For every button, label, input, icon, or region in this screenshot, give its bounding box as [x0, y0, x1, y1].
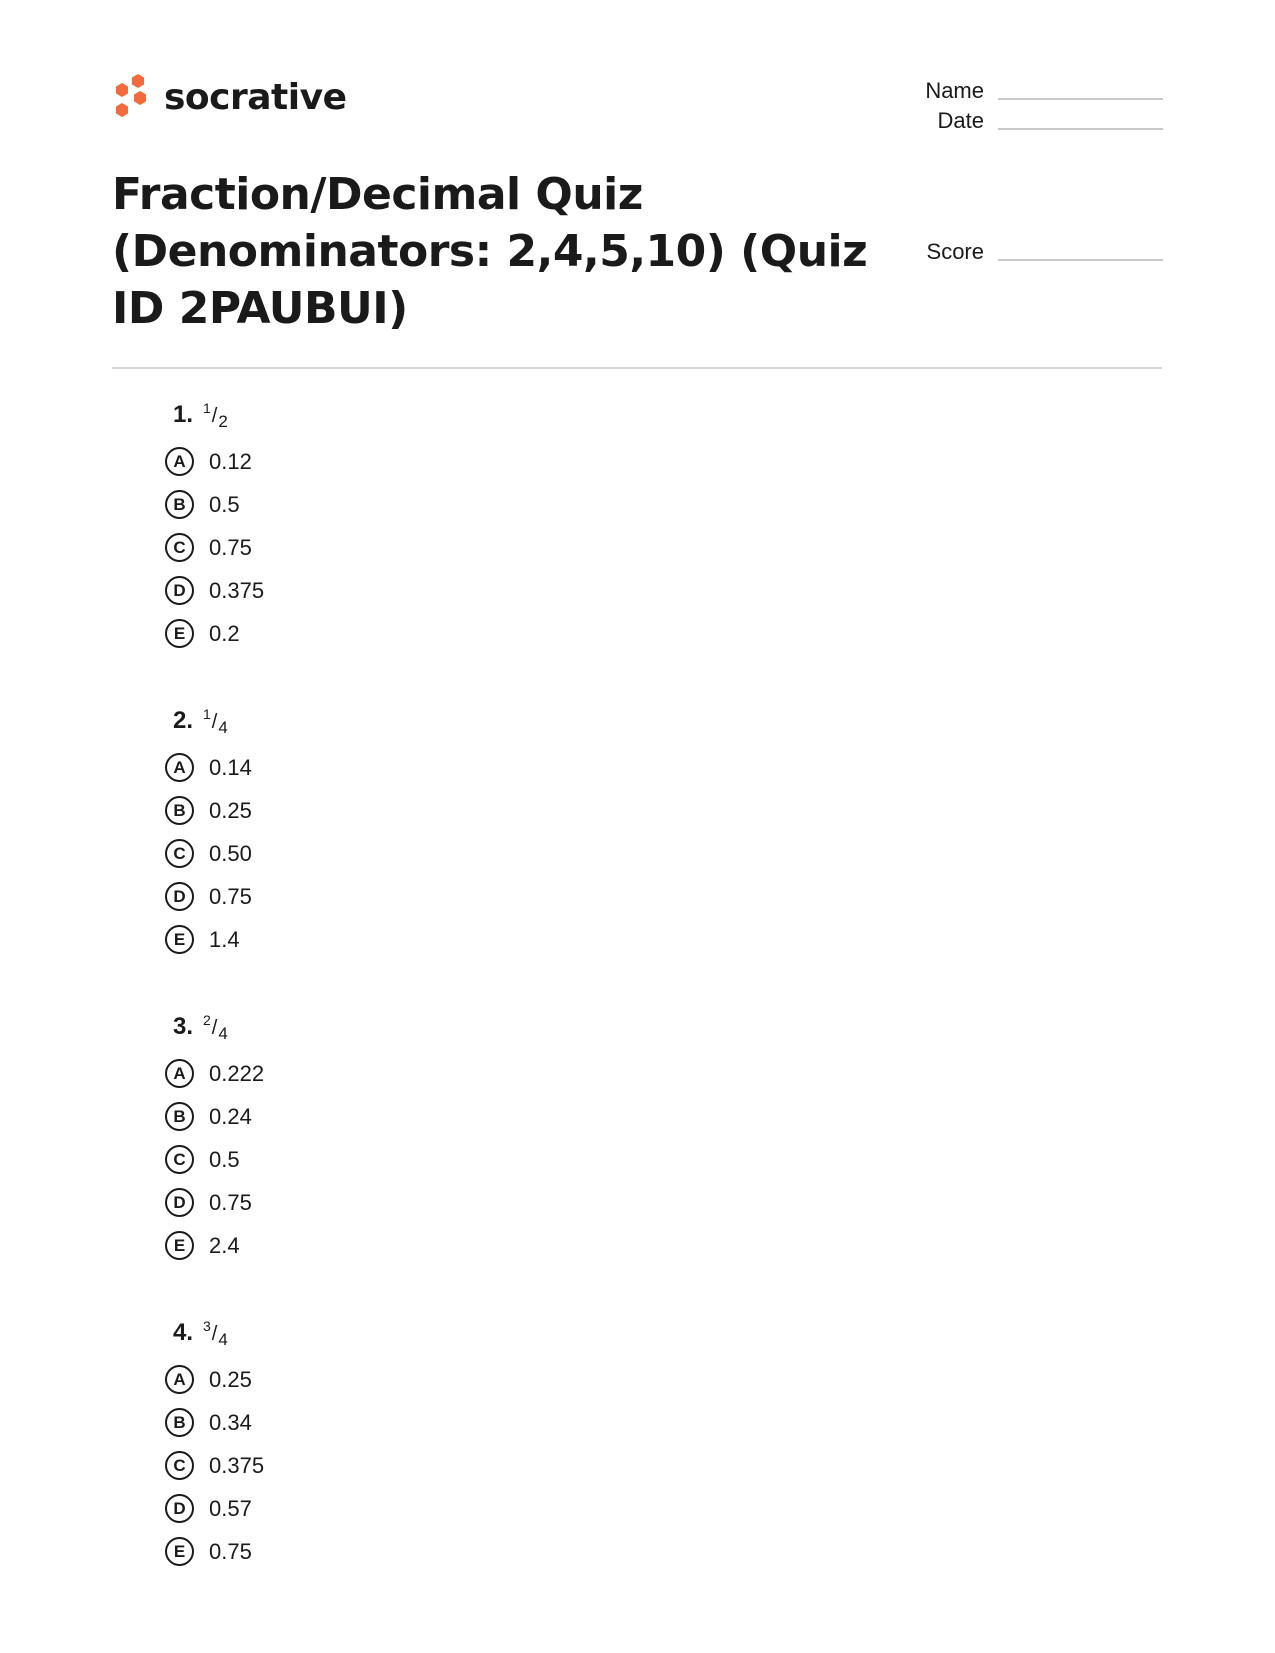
option-letter-badge[interactable]: C — [165, 1145, 194, 1174]
option-text: 0.34 — [209, 1409, 252, 1435]
fraction-numerator: 1 — [203, 400, 211, 416]
answer-option[interactable] — [165, 875, 565, 918]
option-text: 0.12 — [209, 448, 252, 474]
score-line — [998, 259, 1163, 261]
answer-option[interactable] — [165, 1401, 565, 1444]
fraction-numerator: 2 — [203, 1012, 211, 1028]
brand-logo — [112, 72, 346, 124]
answer-option[interactable] — [165, 1138, 565, 1181]
option-text: 0.14 — [209, 754, 252, 780]
score-field — [888, 241, 1163, 263]
option-text: 0.25 — [209, 797, 252, 823]
option-letter-badge[interactable]: B — [165, 1102, 194, 1131]
option-text: 0.75 — [209, 883, 252, 909]
option-letter-badge[interactable]: A — [165, 753, 194, 782]
answer-option[interactable] — [165, 1095, 565, 1138]
question-number: 4. — [172, 1319, 193, 1346]
option-letter-badge[interactable]: B — [165, 1408, 194, 1437]
option-letter-badge[interactable]: D — [165, 1494, 194, 1523]
answer-option[interactable] — [165, 789, 565, 832]
option-text: 0.75 — [209, 1189, 252, 1215]
date-label: Date — [937, 108, 984, 133]
option-letter-badge[interactable]: D — [165, 1188, 194, 1217]
question-3 — [165, 1012, 565, 1267]
answer-option[interactable] — [165, 746, 565, 789]
option-letter-badge[interactable]: E — [165, 1231, 194, 1260]
question-fraction — [203, 400, 228, 432]
fraction-slash: / — [211, 405, 218, 427]
question-number: 1. — [172, 401, 193, 428]
question-header — [165, 1012, 565, 1052]
question-header — [165, 706, 565, 746]
option-letter-badge[interactable]: E — [165, 619, 194, 648]
question-fraction — [203, 1012, 228, 1044]
option-text: 0.375 — [209, 577, 265, 603]
fraction-denominator: 2 — [218, 412, 228, 431]
name-label: Name — [925, 78, 984, 103]
answer-option[interactable] — [165, 918, 565, 961]
answer-option[interactable] — [165, 440, 565, 483]
question-fraction — [203, 706, 228, 738]
option-letter-badge[interactable]: E — [165, 925, 194, 954]
option-letter-badge[interactable]: D — [165, 576, 194, 605]
option-text: 0.75 — [209, 1538, 252, 1564]
option-text: 0.57 — [209, 1495, 252, 1521]
fraction-numerator: 3 — [203, 1318, 211, 1334]
answer-option[interactable] — [165, 569, 565, 612]
answer-option[interactable] — [165, 832, 565, 875]
answer-option[interactable] — [165, 526, 565, 569]
question-header — [165, 400, 565, 440]
question-header — [165, 1318, 565, 1358]
option-text: 2.4 — [209, 1232, 240, 1258]
question-4 — [165, 1318, 565, 1573]
option-text: 0.75 — [209, 534, 252, 560]
score-label: Score — [926, 239, 984, 264]
fraction-denominator: 4 — [218, 718, 228, 737]
option-letter-badge[interactable]: D — [165, 882, 194, 911]
question-number: 2. — [172, 707, 193, 734]
question-number: 3. — [172, 1013, 193, 1040]
fraction-denominator: 4 — [218, 1024, 228, 1043]
answer-option[interactable] — [165, 1181, 565, 1224]
option-letter-badge[interactable]: C — [165, 839, 194, 868]
option-text: 0.25 — [209, 1366, 252, 1392]
option-letter-badge[interactable]: C — [165, 533, 194, 562]
option-letter-badge[interactable]: B — [165, 490, 194, 519]
fraction-slash: / — [211, 1017, 218, 1039]
option-letter-badge[interactable]: A — [165, 447, 194, 476]
answer-option[interactable] — [165, 1052, 565, 1095]
hexagon-cluster-logo-icon — [112, 73, 150, 123]
answer-option[interactable] — [165, 1224, 565, 1267]
answer-option[interactable] — [165, 483, 565, 526]
option-letter-badge[interactable]: C — [165, 1451, 194, 1480]
answer-option[interactable] — [165, 1487, 565, 1530]
answer-option[interactable] — [165, 1530, 565, 1573]
date-line — [998, 128, 1163, 130]
question-1 — [165, 400, 565, 655]
answer-option[interactable] — [165, 1444, 565, 1487]
option-text: 0.375 — [209, 1452, 265, 1478]
brand-name: socrative — [164, 77, 347, 118]
answer-option[interactable] — [165, 612, 565, 655]
answer-option[interactable] — [165, 1358, 565, 1401]
option-text: 0.2 — [209, 620, 240, 646]
date-field — [888, 110, 1163, 132]
question-2 — [165, 706, 565, 961]
option-text: 0.222 — [209, 1060, 265, 1086]
option-letter-badge[interactable]: B — [165, 796, 194, 825]
name-line — [998, 98, 1163, 100]
option-letter-badge[interactable]: A — [165, 1365, 194, 1394]
option-text: 0.5 — [209, 1146, 240, 1172]
fraction-slash: / — [211, 1323, 218, 1345]
fraction-slash: / — [211, 711, 218, 733]
option-letter-badge[interactable]: E — [165, 1537, 194, 1566]
header-divider — [112, 367, 1162, 369]
option-text: 0.24 — [209, 1103, 252, 1129]
name-field — [888, 80, 1163, 102]
quiz-title: Fraction/Decimal Quiz (Denominators: 2,4,5,10) (Quiz ID 2PAUBUI) — [112, 169, 868, 334]
option-text: 0.50 — [209, 840, 252, 866]
fraction-denominator: 4 — [218, 1330, 228, 1349]
option-text: 1.4 — [209, 926, 240, 952]
fraction-numerator: 1 — [203, 706, 211, 722]
question-fraction — [203, 1318, 228, 1350]
option-letter-badge[interactable]: A — [165, 1059, 194, 1088]
option-text: 0.5 — [209, 491, 240, 517]
